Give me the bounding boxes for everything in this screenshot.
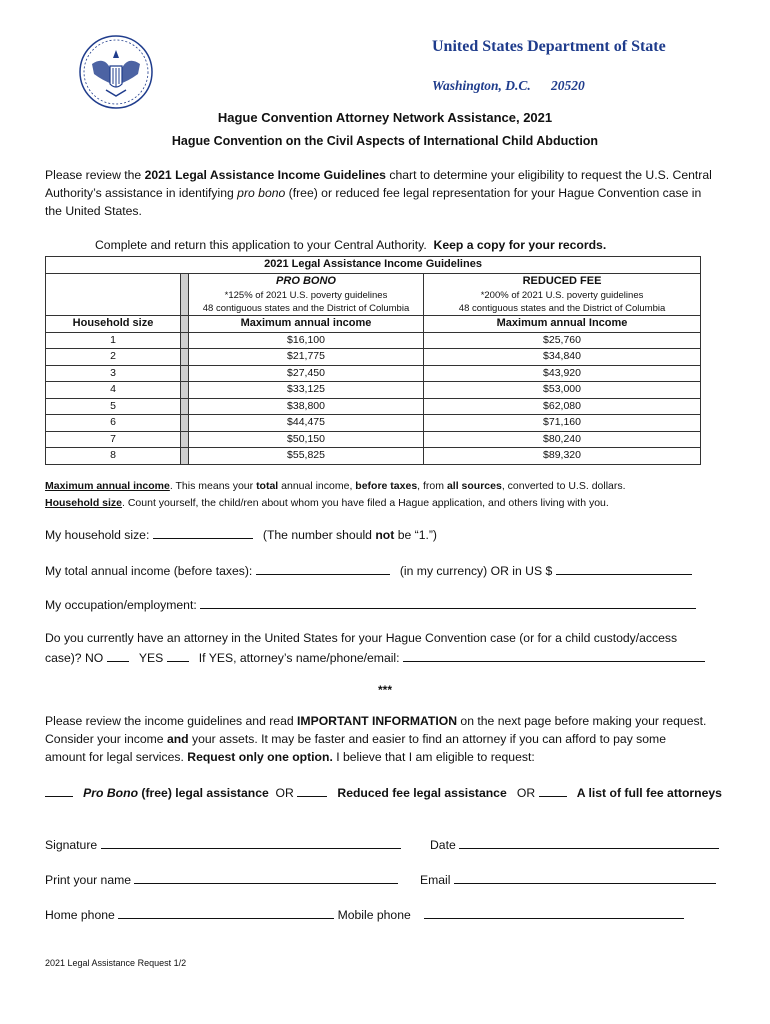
email-input[interactable] [454, 871, 716, 884]
gray-spacer-cell [181, 382, 189, 399]
mobile-phone-input[interactable] [424, 906, 684, 919]
table-row [46, 365, 701, 382]
instruction-line: Complete and return this application to your Central Authority. Keep a copy for your records. [95, 238, 607, 252]
table-row [46, 382, 701, 399]
email-field: Email [420, 871, 716, 887]
table-row [46, 415, 701, 432]
table-row [46, 332, 701, 349]
section-separator: *** [377, 683, 392, 697]
household-size-cell: 5 [46, 398, 181, 415]
income-field: My total annual income (before taxes): (in my currency) OR in US $ [45, 562, 692, 578]
request-options: Pro Bono (free) legal assistance OR Reduced fee legal assistance OR A list of full fee attorneys [45, 784, 722, 800]
pro-bono-income-cell: $50,150 [189, 431, 424, 448]
table-row [46, 448, 701, 465]
household-size-header: Household size [46, 316, 181, 333]
max-income-pro-header: Maximum annual income [189, 316, 424, 333]
date-input[interactable] [459, 836, 719, 849]
footnote-max-income: Maximum annual income. This means your total annual income, before taxes, from all sources, converted to U.S. dollars. [45, 480, 626, 492]
great-seal-icon [78, 34, 154, 110]
household-size-cell: 1 [46, 332, 181, 349]
income-guidelines-table [45, 256, 701, 465]
reduced-fee-income-cell: $43,920 [424, 365, 701, 382]
print-name-input[interactable] [134, 871, 398, 884]
intro-paragraph: Please review the 2021 Legal Assistance Income Guidelines chart to determine your eligibility to request the U.S. Central Authority’s assistance in identifying pro bono (free) or reduced fee legal representation for your Hague Convention case in the United States. [45, 168, 712, 218]
occupation-input[interactable] [200, 596, 696, 609]
pro-bono-income-cell: $33,125 [189, 382, 424, 399]
household-size-cell: 8 [46, 448, 181, 465]
attorney-yes-input[interactable] [167, 649, 189, 662]
page-subtitle: Hague Convention on the Civil Aspects of International Child Abduction [171, 134, 599, 148]
household-size-cell: 4 [46, 382, 181, 399]
household-size-cell: 2 [46, 349, 181, 366]
pro-bono-income-cell: $44,475 [189, 415, 424, 432]
footnote-household: Household size. Count yourself, the child/ren about whom you have filed a Hague application, and others living with you. [45, 497, 609, 509]
gray-spacer-cell [181, 365, 189, 382]
table-caption: 2021 Legal Assistance Income Guidelines [46, 257, 701, 274]
table-row [46, 349, 701, 366]
gray-spacer-cell [181, 415, 189, 432]
reduced-fee-heading: REDUCED FEE [424, 273, 701, 289]
pro-bono-income-cell: $55,825 [189, 448, 424, 465]
reduced-fee-income-cell: $53,000 [424, 382, 701, 399]
reduced-fee-income-cell: $25,760 [424, 332, 701, 349]
reduced-fee-income-cell: $71,160 [424, 415, 701, 432]
attorney-contact-input[interactable] [403, 649, 705, 662]
pro-bono-income-cell: $27,450 [189, 365, 424, 382]
table-row [46, 398, 701, 415]
reduced-fee-checkbox[interactable] [297, 784, 327, 797]
household-size-cell: 6 [46, 415, 181, 432]
pro-bono-income-cell: $38,800 [189, 398, 424, 415]
page-footer: 2021 Legal Assistance Request 1/2 [45, 958, 187, 968]
attorney-question: Do you currently have an attorney in the United States for your Hague Convention case (or for a child custody/access [45, 631, 678, 645]
income-usd-input[interactable] [556, 562, 692, 575]
attorney-question-line2: case)? NO YES If YES, attorney’s name/phone/email: [45, 649, 705, 665]
reduced-fee-income-cell: $80,240 [424, 431, 701, 448]
gray-spacer-cell [181, 332, 189, 349]
income-local-input[interactable] [256, 562, 390, 575]
page-title: Hague Convention Attorney Network Assistance, 2021 [217, 110, 553, 125]
household-size-cell: 3 [46, 365, 181, 382]
reduced-fee-income-cell: $62,080 [424, 398, 701, 415]
table-row [46, 431, 701, 448]
date-field: Date [430, 836, 719, 852]
gray-spacer-cell [181, 349, 189, 366]
attorney-no-input[interactable] [107, 649, 129, 662]
reduced-fee-income-cell: $34,840 [424, 349, 701, 366]
home-phone-input[interactable] [118, 906, 334, 919]
gray-spacer-cell [181, 431, 189, 448]
pro-bono-note: *125% of 2021 U.S. poverty guidelines [189, 289, 424, 302]
reduced-fee-income-cell: $89,320 [424, 448, 701, 465]
reduced-fee-note-2: 48 contiguous states and the District of Columbia [424, 302, 701, 316]
household-size-field: My household size: (The number should not be “1.”) [45, 528, 437, 542]
gray-spacer-cell [181, 448, 189, 465]
max-income-reduced-header: Maximum annual Income [424, 316, 701, 333]
household-size-input[interactable] [153, 526, 253, 539]
household-size-cell: 7 [46, 431, 181, 448]
signature-input[interactable] [101, 836, 401, 849]
pro-bono-note-2: 48 contiguous states and the District of Columbia [189, 302, 424, 316]
department-name: United States Department of State [432, 38, 666, 55]
department-address: Washington, D.C. 20520 [432, 78, 585, 93]
signature-field: Signature [45, 836, 401, 852]
home-phone-field: Home phone Mobile phone [45, 906, 684, 922]
pro-bono-income-cell: $16,100 [189, 332, 424, 349]
full-fee-checkbox[interactable] [539, 784, 567, 797]
print-name-field: Print your name [45, 871, 398, 887]
gray-spacer-cell [181, 398, 189, 415]
occupation-field: My occupation/employment: [45, 596, 696, 612]
pro-bono-income-cell: $21,775 [189, 349, 424, 366]
pro-bono-checkbox[interactable] [45, 784, 73, 797]
reduced-fee-note: *200% of 2021 U.S. poverty guidelines [424, 289, 701, 302]
pro-bono-heading: PRO BONO [189, 273, 424, 289]
review-paragraph: Please review the income guidelines and read IMPORTANT INFORMATION on the next page before making your request. Consider your income and your assets. It may be faster and easier to find an attorney if you can afford to pay some amount for legal services. Request only one option. I believe that I am eligible to request: [45, 714, 707, 764]
